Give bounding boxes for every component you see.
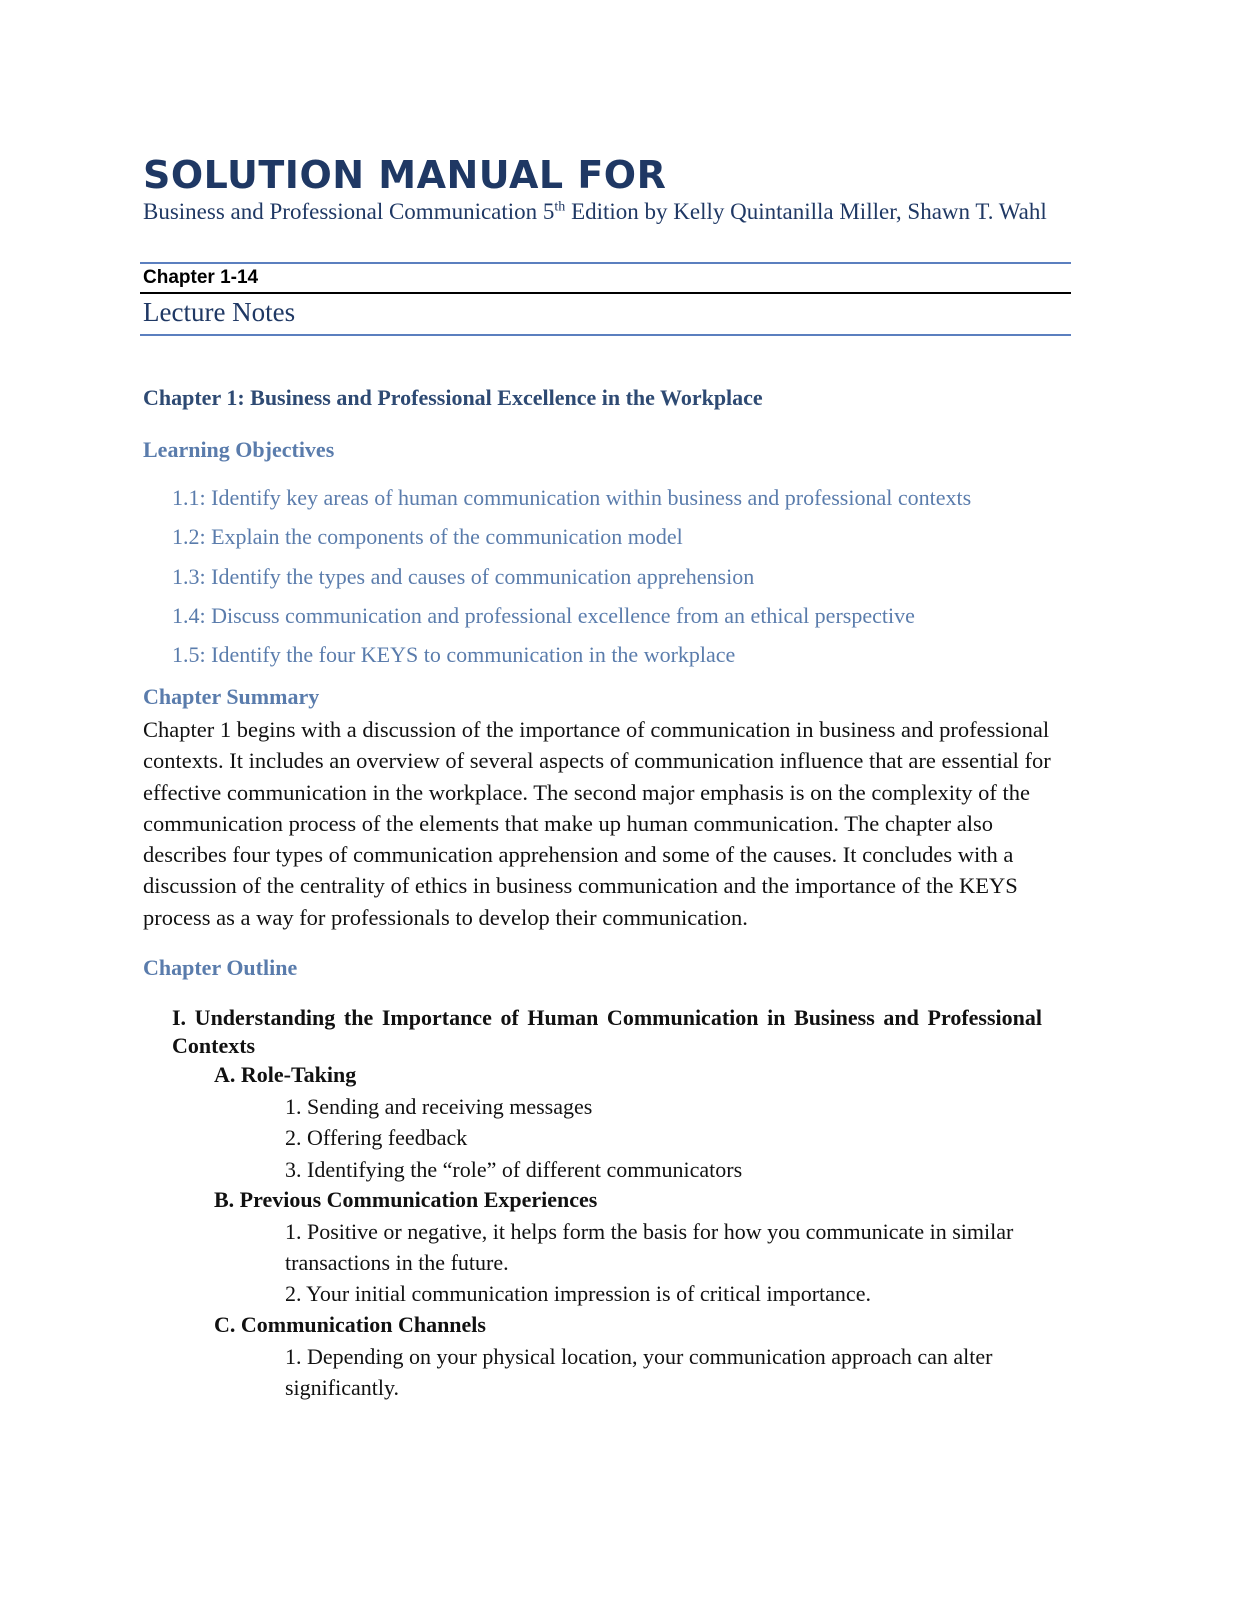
outline-subsection-a: A. Role-Taking [214, 1062, 357, 1087]
outline-item: 1. Depending on your physical location, your communication approach can alter significantly. [285, 1343, 993, 1401]
outline-section-i: I. Understanding the Importance of Human Communication in Business and Professional Contexts [172, 1005, 1042, 1058]
divider-line [140, 262, 1071, 264]
objective-item: 1.1: Identify key areas of human communication within business and professional contexts [172, 485, 972, 510]
document-title: SOLUTION MANUAL FOR [143, 153, 667, 197]
outline-item: 3. Identifying the “role” of different communicators [285, 1156, 743, 1182]
section-title: Lecture Notes [143, 297, 296, 327]
divider-line [140, 292, 1071, 294]
chapter-outline [172, 1004, 1042, 1403]
objective-item: 1.3: Identify the types and causes of communication apprehension [172, 563, 755, 589]
subtitle-text: Business and Professional Communication 5 [143, 199, 555, 224]
outline-subsection-b: B. Previous Communication Experiences [214, 1186, 598, 1212]
summary-paragraph: Chapter 1 begins with a discussion of the importance of communication in business and professional contexts. It includes an overview of several aspects of communication influence that are essential for effective communication in the workplace. The second major emphasis is on the complexity of the communication process of the elements that make up human communication. The chapter also describes four types of communication apprehension and some of the causes. It concludes with a discussion of the centrality of ethics in business communication and the importance of the KEYS process as a way for professionals to develop their communication. [143, 717, 1051, 930]
outline-heading: Chapter Outline [143, 955, 298, 980]
chapter-heading: Chapter 1: Business and Professional Excellence in the Workplace [143, 385, 763, 410]
objectives-heading: Learning Objectives [143, 437, 335, 462]
subtitle-text-continued: Edition by Kelly Quintanilla Miller, Shawn T. Wahl [565, 199, 1047, 224]
outline-item: 1. Positive or negative, it helps form the basis for how you communicate in similar transactions in the future. [285, 1218, 1014, 1276]
outline-subsection-c: C. Communication Channels [214, 1311, 486, 1337]
outline-item: 2. Offering feedback [285, 1125, 468, 1151]
outline-items-a [285, 1091, 1065, 1185]
objectives-list [172, 478, 971, 674]
summary-heading: Chapter Summary [143, 684, 320, 709]
outline-item: 1. Sending and receiving messages [285, 1094, 593, 1119]
subtitle-superscript: th [554, 199, 566, 215]
chapter-range-label: Chapter 1-14 [143, 267, 259, 288]
objective-item: 1.5: Identify the four KEYS to communication in the workplace [172, 642, 736, 668]
divider-line [140, 334, 1071, 336]
outline-item: 2. Your initial communication impression is of critical importance. [285, 1281, 871, 1307]
objective-item: 1.2: Explain the components of the communication model [172, 524, 683, 550]
outline-items-b [285, 1216, 1065, 1310]
document-subtitle [143, 198, 1058, 226]
outline-items-c [285, 1341, 1065, 1404]
objective-item: 1.4: Discuss communication and professional excellence from an ethical perspective [172, 602, 915, 628]
